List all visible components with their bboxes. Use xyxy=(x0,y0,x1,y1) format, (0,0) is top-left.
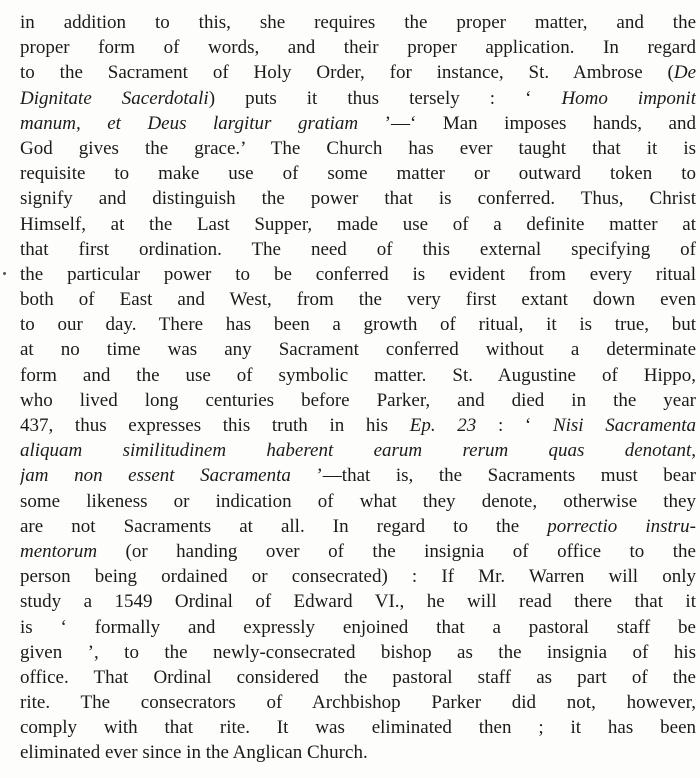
italic-text: porrectio instru- xyxy=(547,515,696,537)
text-line xyxy=(20,337,696,362)
text-run: Himself, at the Last Supper, made use of a definite matter at xyxy=(20,213,696,235)
text-line xyxy=(20,111,696,136)
text-line xyxy=(20,740,696,765)
text-run: office. That Ordinal considered the pastoral staff as part of the xyxy=(20,666,696,688)
text-line xyxy=(20,388,696,413)
text-run: ) puts it thus tersely : ‘ xyxy=(208,87,562,109)
text-line xyxy=(20,212,696,237)
text-line xyxy=(20,287,696,312)
text-line xyxy=(20,564,696,589)
text-line xyxy=(20,715,696,740)
italic-text: mentorum xyxy=(20,540,98,562)
italic-text: manum, et Deus largitur gratiam xyxy=(20,112,359,134)
text-line xyxy=(20,237,696,262)
text-run: both of East and West, from the very first extant down even xyxy=(20,289,696,311)
italic-text: jam non essent Sacramenta xyxy=(20,465,291,487)
text-line xyxy=(20,312,696,337)
text-run: given ’, to the newly-consecrated bishop as the insignia of his xyxy=(20,641,696,663)
text-run: ’—‘ Man imposes hands, and xyxy=(358,112,696,134)
margin-mark xyxy=(3,272,6,275)
italic-text: Homo imponit xyxy=(561,87,696,109)
text-line xyxy=(20,363,696,388)
text-line xyxy=(20,413,696,438)
text-line xyxy=(20,10,696,35)
italic-text: aliquam similitudinem haberent earum rerum quas denotant, xyxy=(20,440,696,462)
text-run: form and the use of symbolic matter. St. Augustine of Hippo, xyxy=(20,364,696,386)
text-line xyxy=(20,489,696,514)
text-run: God gives the grace.’ The Church has ever taught that it is xyxy=(20,137,696,159)
text-run: at no time was any Sacrament conferred without a determinate xyxy=(20,339,696,361)
italic-text: Ep. 23 xyxy=(409,415,477,436)
text-line xyxy=(20,60,696,85)
text-line xyxy=(20,438,696,463)
text-run: requisite to make use of some matter or outward token to xyxy=(20,163,696,185)
text-run: to the Sacrament of Holy Order, for instance, St. Ambrose ( xyxy=(20,62,674,84)
text-line xyxy=(20,665,696,690)
text-run: comply with that rite. It was eliminated then ; it has been xyxy=(20,717,696,739)
text-line xyxy=(20,514,696,539)
text-line xyxy=(20,161,696,186)
text-line xyxy=(20,640,696,665)
text-line xyxy=(20,539,696,564)
text-run: study a 1549 Ordinal of Edward VI., he will read there that it xyxy=(20,591,696,613)
text-run: the particular power to be conferred is evident from every ritual xyxy=(20,263,696,285)
text-run: ’—that is, the Sacraments must bear xyxy=(290,465,696,487)
text-run: signify and distinguish the power that is conferred. Thus, Christ xyxy=(20,188,696,210)
text-line xyxy=(20,262,696,287)
text-run: to our day. There has been a growth of ritual, it is true, but xyxy=(20,314,696,336)
text-run: : ‘ xyxy=(476,415,553,436)
italic-text: Dignitate Sacerdotali xyxy=(20,87,209,109)
text-line xyxy=(20,186,696,211)
text-line xyxy=(20,136,696,161)
text-run: rite. The consecrators of Archbishop Parker did not, however, xyxy=(20,692,696,714)
italic-text: De xyxy=(673,62,696,84)
text-run: proper form of words, and their proper application. In regard xyxy=(20,37,696,59)
italic-text: Nisi Sacramenta xyxy=(552,415,696,436)
text-line xyxy=(20,690,696,715)
text-line xyxy=(20,86,696,111)
text-run: in addition to this, she requires the proper matter, and the xyxy=(20,12,696,33)
text-run: (or handing over of the insignia of office to the xyxy=(97,540,696,562)
text-run: some likeness or indication of what they denote, otherwise they xyxy=(20,490,696,512)
body-paragraph xyxy=(20,10,696,766)
text-run: who lived long centuries before Parker, and died in the year xyxy=(20,389,696,411)
text-run: eliminated ever since in the Anglican Church. xyxy=(20,742,368,764)
text-line xyxy=(20,615,696,640)
text-run: are not Sacraments at all. In regard to the xyxy=(20,515,548,537)
text-line xyxy=(20,463,696,488)
text-run: person being ordained or consecrated) : If Mr. Warren will only xyxy=(20,566,696,588)
text-run: is ‘ formally and expressly enjoined that a pastoral staff be xyxy=(20,616,696,638)
text-run: that first ordination. The need of this external specifying of xyxy=(20,238,696,260)
text-line xyxy=(20,35,696,60)
text-line xyxy=(20,589,696,614)
text-run: 437, thus expresses this truth in his xyxy=(20,415,410,436)
